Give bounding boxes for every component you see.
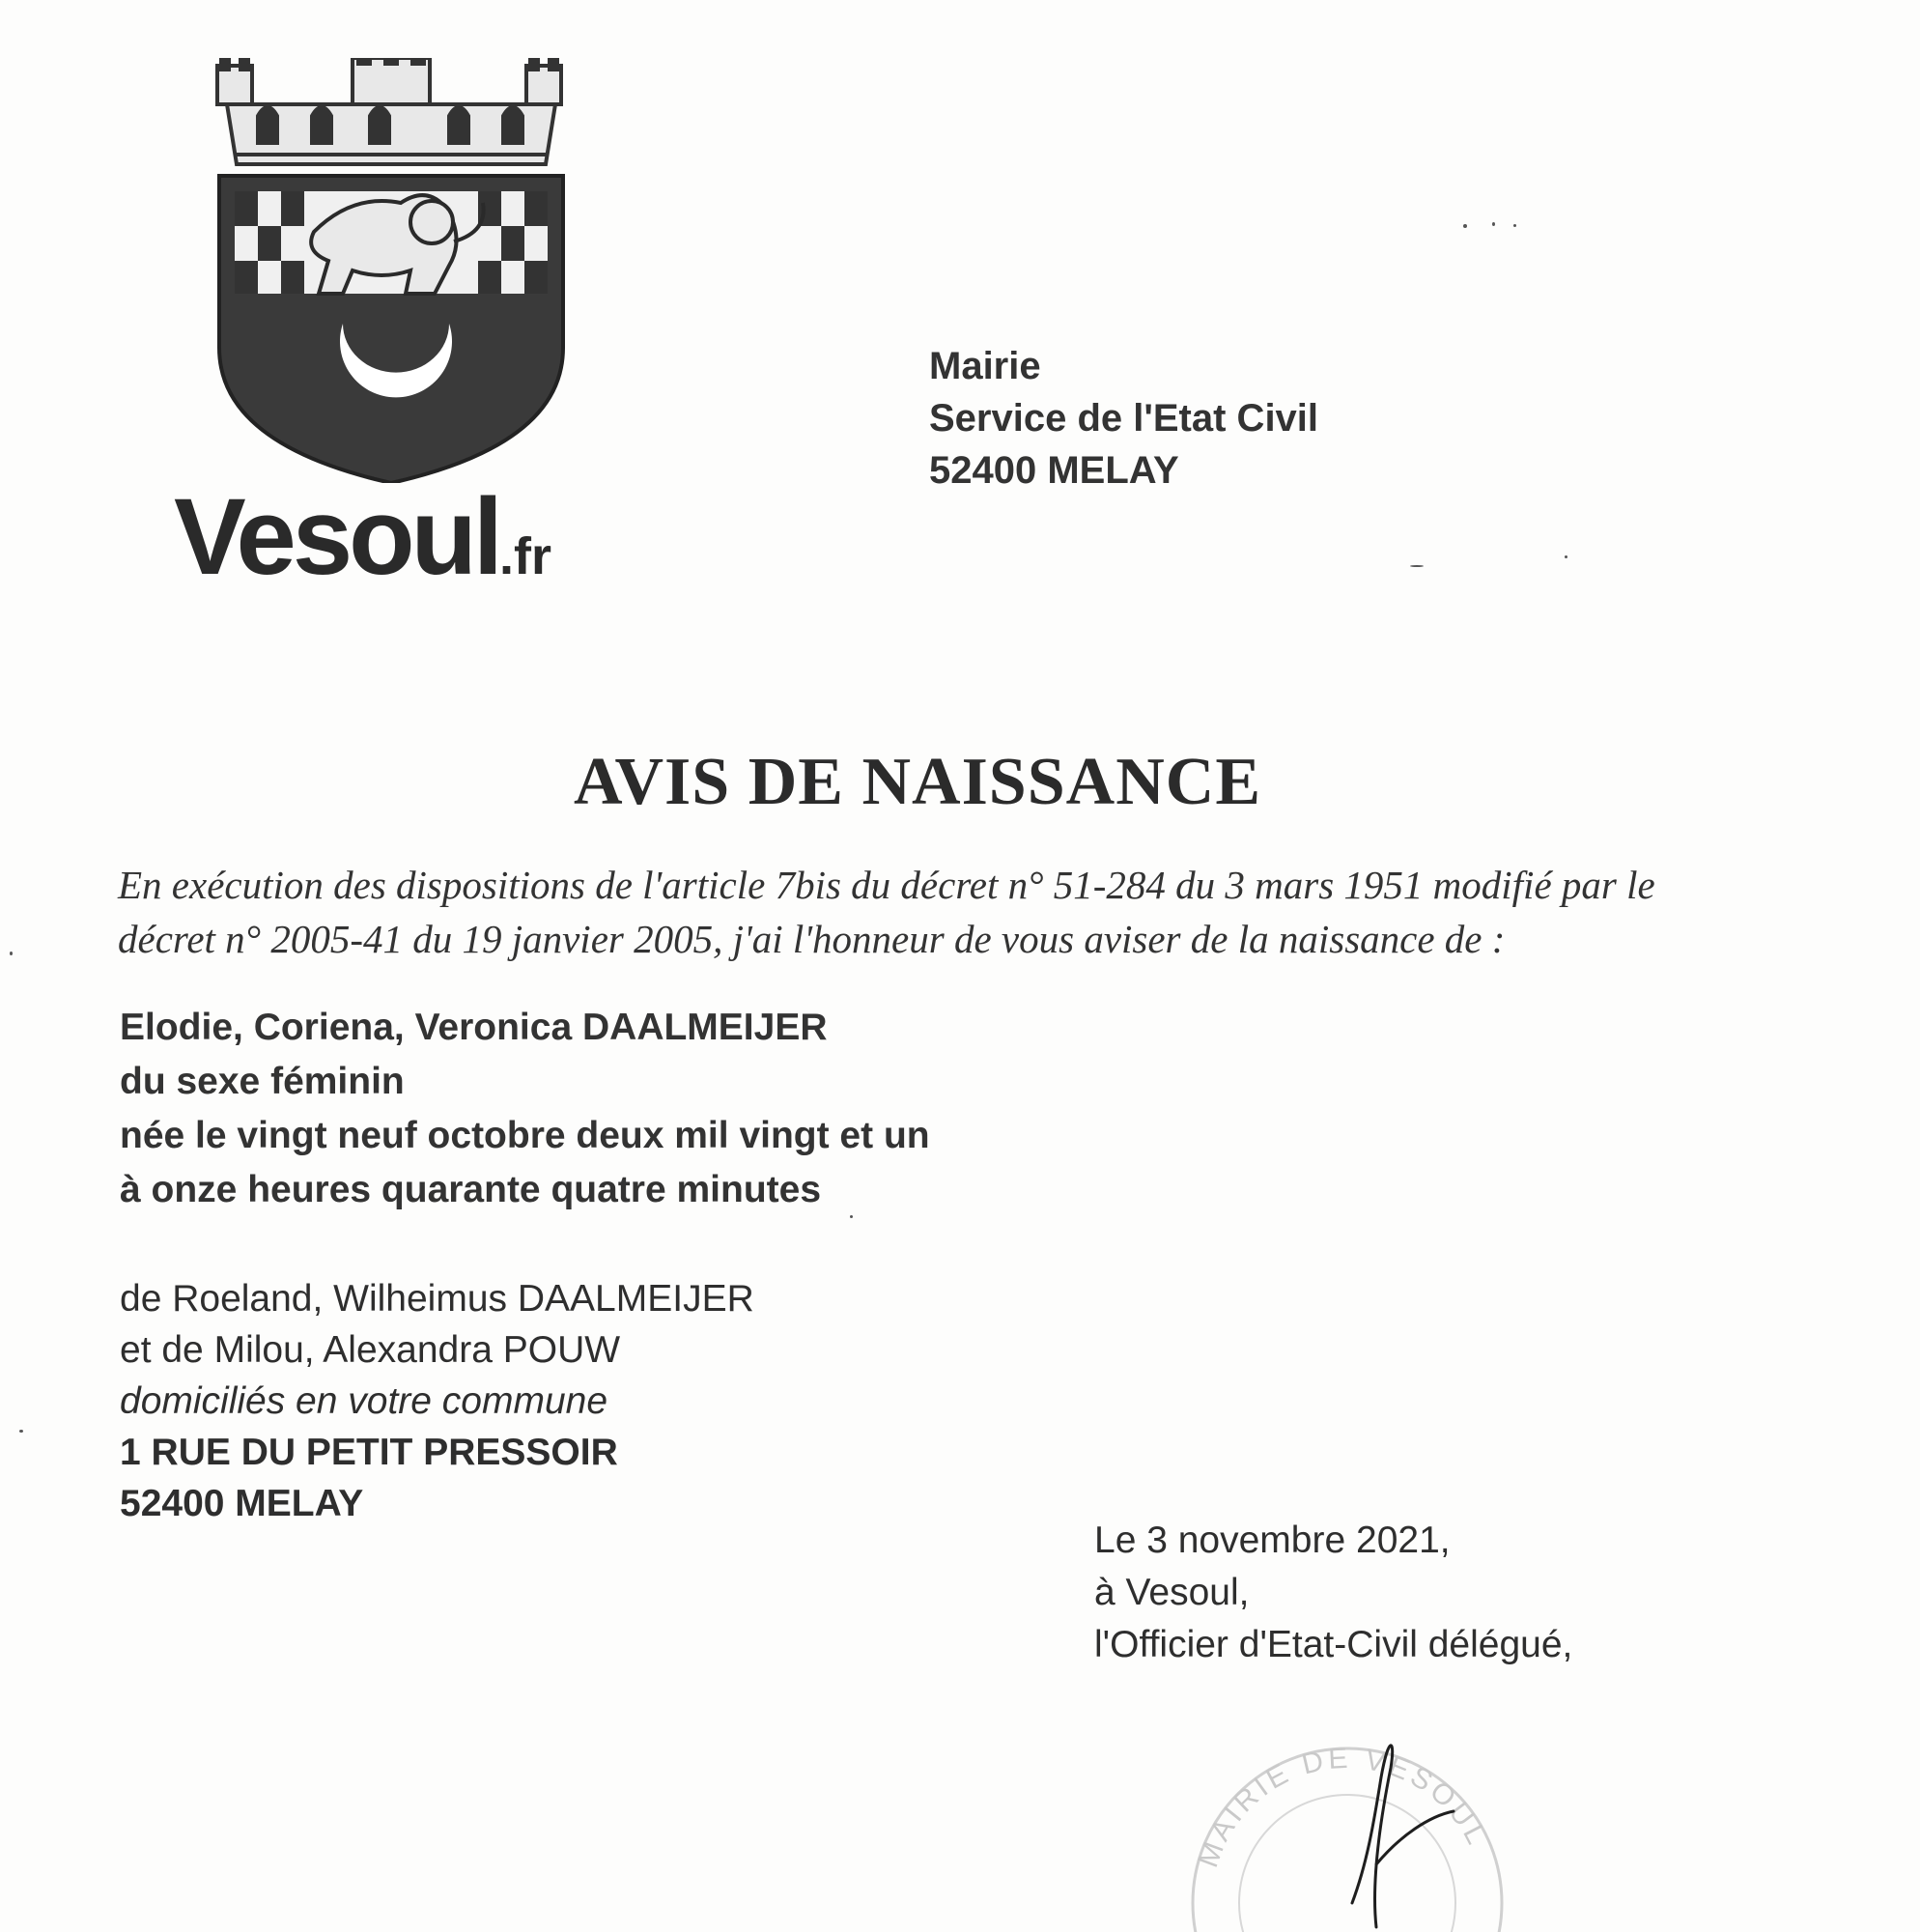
handwritten-signature (1285, 1719, 1478, 1932)
intro-paragraph (118, 858, 1856, 966)
residence-note: domiciliés en votre commune (120, 1380, 608, 1422)
intro-line-1: En exécution des dispositions de l'article 7bis du décret n° 51-284 du 3 mars 1951 modifié par le (118, 863, 1655, 907)
recipient-address (929, 340, 1318, 497)
scan-speck (19, 1430, 23, 1433)
address-line-2: 52400 MELAY (120, 1483, 364, 1524)
mural-crown-icon (217, 58, 561, 164)
recipient-line-3: 52400 MELAY (929, 449, 1179, 492)
site-tld: .fr (499, 527, 552, 585)
vesoul-logo (164, 58, 589, 599)
child-birth-date: née le vingt neuf octobre deux mil vingt et un (120, 1115, 930, 1156)
intro-line-2: décret n° 2005-41 du 19 janvier 2005, j'ai l'honneur de vous aviser de la naissance de : (118, 917, 1506, 961)
site-name: Vesoul (174, 476, 500, 597)
recipient-line-2: Service de l'Etat Civil (929, 397, 1319, 440)
child-birth-time: à onze heures quarante quatre minutes (120, 1169, 822, 1210)
scan-speck (850, 1215, 853, 1218)
vesoul-wordmark[interactable] (174, 476, 552, 597)
scan-speck (1565, 555, 1567, 558)
scan-speck (1463, 224, 1467, 228)
address-line-1: 1 RUE DU PETIT PRESSOIR (120, 1432, 618, 1473)
mother-name: et de Milou, Alexandra POUW (120, 1329, 621, 1371)
parents-details (120, 1273, 754, 1529)
signoff-place: à Vesoul, (1094, 1572, 1250, 1613)
recipient-line-1: Mairie (929, 345, 1041, 387)
signoff-block (1094, 1515, 1572, 1671)
child-sex: du sexe féminin (120, 1061, 405, 1102)
signoff-date: Le 3 novembre 2021, (1094, 1520, 1451, 1561)
scan-speck (1513, 224, 1516, 227)
child-details (120, 1001, 930, 1217)
signoff-role: l'Officier d'Etat-Civil délégué, (1094, 1624, 1573, 1665)
scan-speck (1492, 222, 1495, 226)
father-name: de Roeland, Wilheimus DAALMEIJER (120, 1278, 754, 1320)
stamp-text: MAIRIE DE VESOUL (1192, 1742, 1494, 1872)
coat-of-arms-icon (208, 58, 575, 483)
child-name: Elodie, Coriena, Veronica DAALMEIJER (120, 1007, 828, 1048)
scan-speck (1410, 565, 1424, 567)
document-title: AVIS DE NAISSANCE (573, 745, 1262, 819)
scan-speck (10, 952, 13, 955)
